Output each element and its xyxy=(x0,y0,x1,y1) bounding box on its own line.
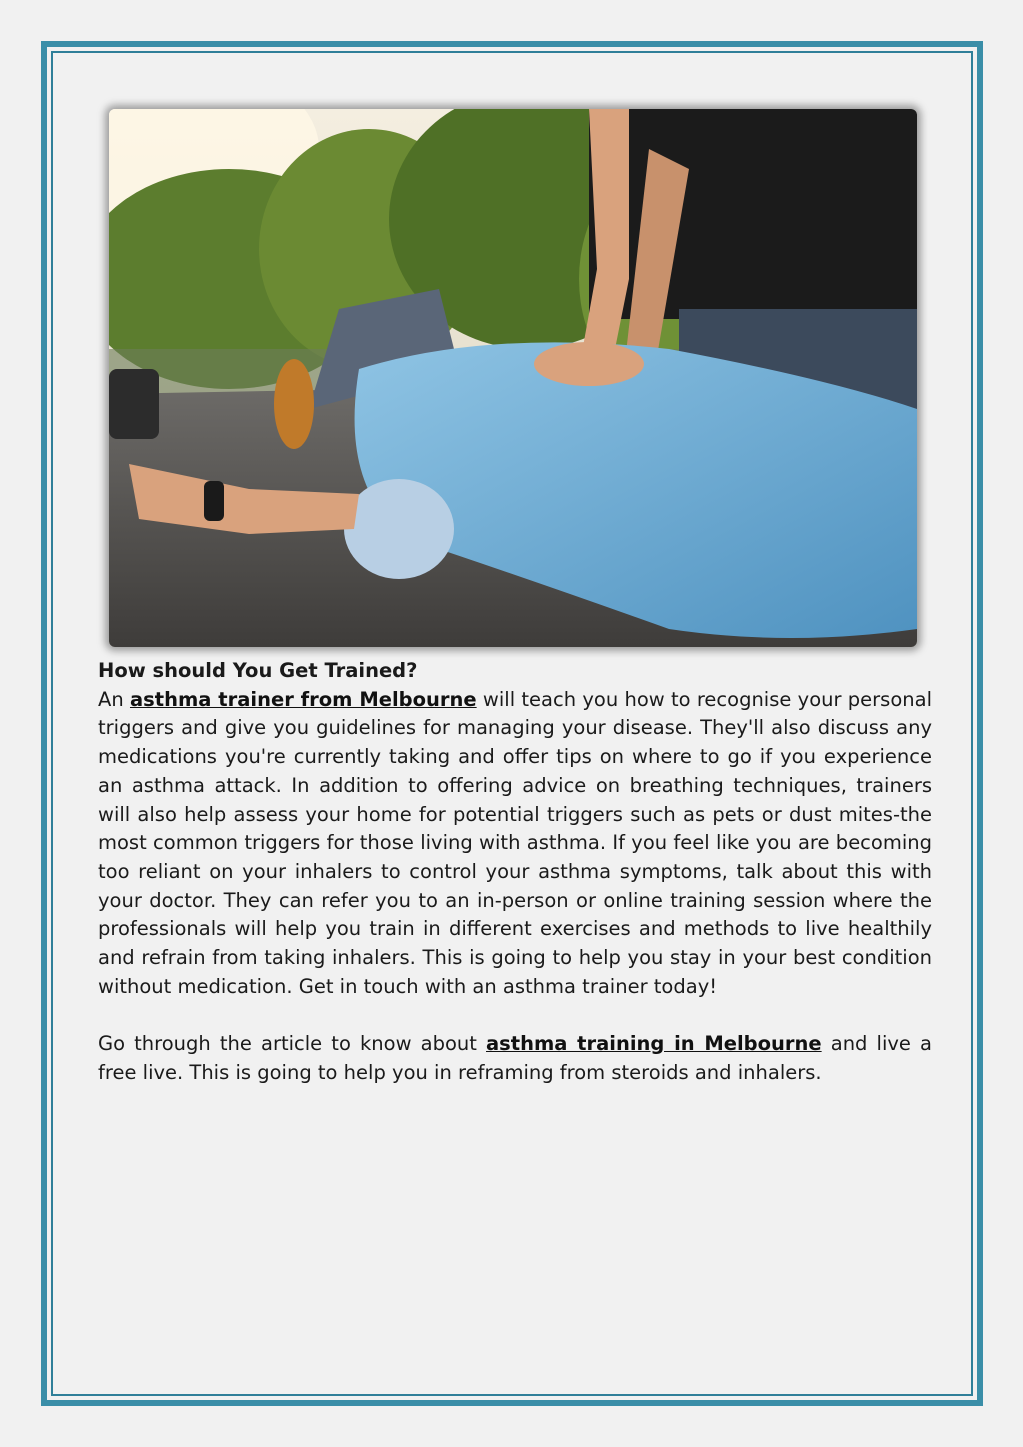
cpr-photo xyxy=(109,109,917,647)
article-body xyxy=(98,657,932,1088)
page-frame xyxy=(41,41,983,1406)
cpr-illustration xyxy=(109,109,917,647)
paragraph-trainer-info xyxy=(98,686,932,1002)
paragraph-text: Go through the article to know about xyxy=(98,1032,487,1056)
section-heading: How should You Get Trained? xyxy=(98,659,418,682)
paragraph-spacer xyxy=(98,1001,932,1030)
paragraph-call-to-action xyxy=(98,1030,932,1087)
paragraph-text: An xyxy=(98,687,130,711)
paragraph-text: and live a free live. This is going to help you in reframing from steroids and inhalers. xyxy=(98,1032,932,1085)
paragraph-text: will teach you how to recognise your personal triggers and give you guidelines for managing your disease. They'll also discuss any medications you're currently taking and offer tips on where to go if you experience an asthma attack. In addition to offering advice on breathing techniques, trainers will also help assess your home for potential triggers such as pets or dust mites-the most common triggers for those living with asthma. If you feel like you are becoming too reliant on your inhalers to control your asthma symptoms, talk about this with your doctor. They can refer you to an in-person or online training session where the professionals will help you train in different exercises and methods to live healthily and refrain from taking inhalers. This is going to help you stay in your best condition without medication. Get in touch with an asthma trainer today! xyxy=(98,687,932,998)
asthma-trainer-link[interactable]: asthma trainer from Melbourne xyxy=(129,687,477,711)
asthma-training-link[interactable]: asthma training in Melbourne xyxy=(486,1032,822,1056)
